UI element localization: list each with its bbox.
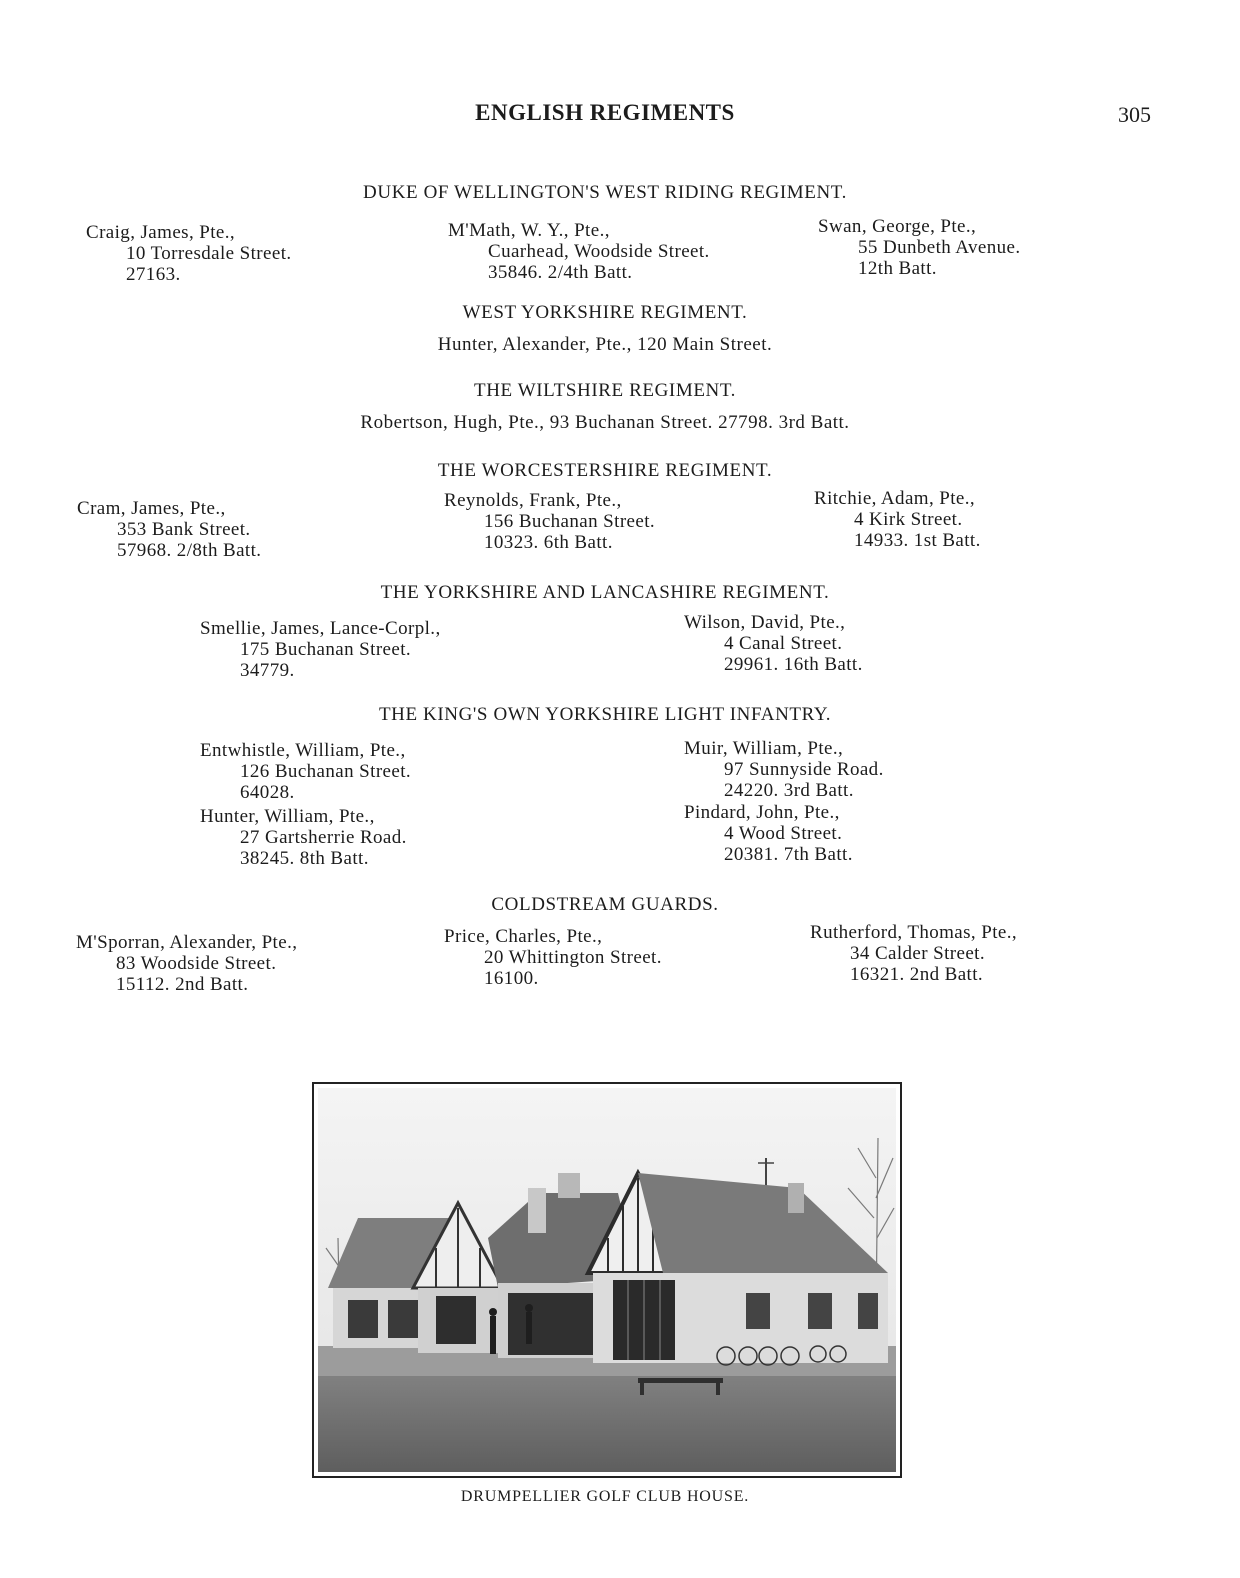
roll-entry: Wilson, David, Pte., 4 Canal Street. 29961. 16th Batt. bbox=[684, 612, 863, 675]
roll-entry: Robertson, Hugh, Pte., 93 Buchanan Street. 27798. 3rd Batt. bbox=[360, 412, 850, 433]
roll-entry: Ritchie, Adam, Pte., 4 Kirk Street. 14933. 1st Batt. bbox=[814, 488, 981, 551]
section-heading: THE WILTSHIRE REGIMENT. bbox=[473, 380, 736, 401]
roll-entry: Hunter, William, Pte., 27 Gartsherrie Road. 38245. 8th Batt. bbox=[200, 806, 407, 869]
roll-entry: Entwhistle, William, Pte., 126 Buchanan Street. 64028. bbox=[200, 740, 412, 803]
page-number: 305 bbox=[1118, 102, 1151, 127]
photo-caption: DRUMPELLIER GOLF CLUB HOUSE. bbox=[460, 1488, 750, 1505]
section-heading: COLDSTREAM GUARDS. bbox=[491, 894, 719, 915]
section-heading: THE YORKSHIRE AND LANCASHIRE REGIMENT. bbox=[380, 582, 830, 603]
roll-entry: Muir, William, Pte., 97 Sunnyside Road. 24220. 3rd Batt. bbox=[684, 738, 884, 801]
running-title: ENGLISH REGIMENTS bbox=[475, 100, 735, 125]
roll-entry: Rutherford, Thomas, Pte., 34 Calder Street. 16321. 2nd Batt. bbox=[810, 922, 1018, 985]
section-heading: DUKE OF WELLINGTON'S WEST RIDING REGIMENT. bbox=[363, 182, 847, 203]
roll-entry: Cram, James, Pte., 353 Bank Street. 57968. 2/8th Batt. bbox=[77, 498, 262, 561]
section-heading: THE WORCESTERSHIRE REGIMENT. bbox=[437, 460, 773, 481]
roll-entry: Price, Charles, Pte., 20 Whittington Street. 16100. bbox=[444, 926, 662, 989]
clubhouse-photo bbox=[312, 1082, 902, 1478]
roll-entry: Pindard, John, Pte., 4 Wood Street. 20381. 7th Batt. bbox=[684, 802, 853, 865]
roll-entry: Craig, James, Pte., 10 Torresdale Street. 27163. bbox=[86, 222, 292, 285]
roll-entry: M'Math, W. Y., Pte., Cuarhead, Woodside Street. 35846. 2/4th Batt. bbox=[448, 220, 710, 283]
section-heading: THE KING'S OWN YORKSHIRE LIGHT INFANTRY. bbox=[378, 704, 832, 725]
roll-entry: Smellie, James, Lance-Corpl., 175 Buchanan Street. 34779. bbox=[200, 618, 441, 681]
section-heading: WEST YORKSHIRE REGIMENT. bbox=[462, 302, 748, 323]
roll-entry: Hunter, Alexander, Pte., 120 Main Street. bbox=[437, 334, 773, 355]
roll-entry: Swan, George, Pte., 55 Dunbeth Avenue. 12th Batt. bbox=[818, 216, 1021, 279]
roll-entry: M'Sporran, Alexander, Pte., 83 Woodside Street. 15112. 2nd Batt. bbox=[76, 932, 298, 995]
roll-entry: Reynolds, Frank, Pte., 156 Buchanan Street. 10323. 6th Batt. bbox=[444, 490, 656, 553]
clubhouse-illustration bbox=[318, 1088, 896, 1472]
